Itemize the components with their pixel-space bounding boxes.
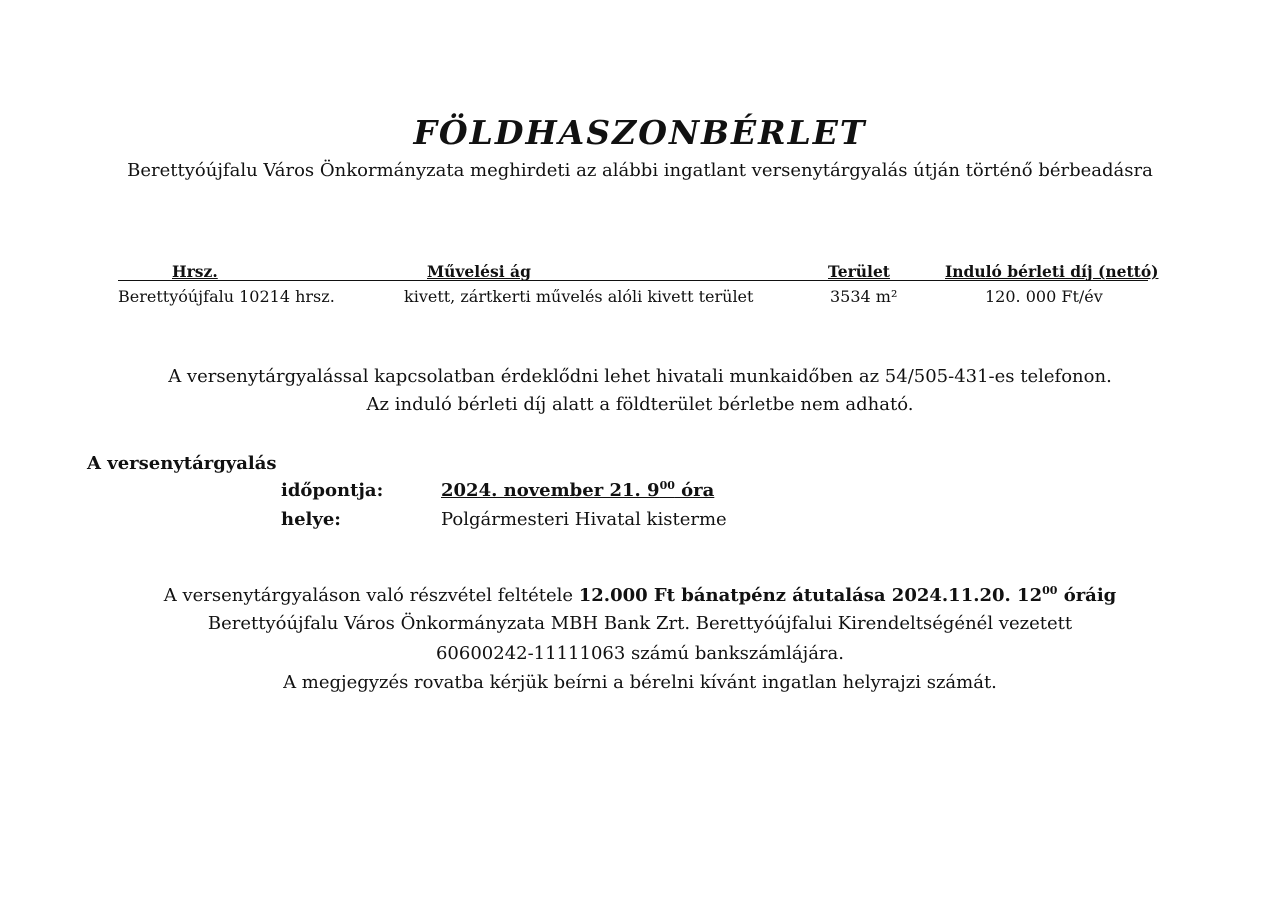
- table-header-berleti-dij: Induló bérleti díj (nettó): [945, 262, 1159, 281]
- table-header-terulet: Terület: [828, 262, 890, 281]
- info-line-minimum: Az induló bérleti díj alatt a földterület bérletbe nem adható.: [366, 394, 914, 415]
- conditions-line-1-sup: 00: [1042, 584, 1058, 597]
- table-header-divider: [118, 280, 1148, 281]
- document-title: FÖLDHASZONBÉRLET: [413, 113, 867, 152]
- conditions-line-1-normal: A versenytárgyaláson való részvétel feltétele: [163, 585, 579, 606]
- conditions-line-3: 60600242-11111063 számú bankszámlájára.: [435, 643, 844, 664]
- auction-time-label: időpontja:: [281, 480, 384, 501]
- auction-place-label: helye:: [281, 509, 341, 530]
- info-line-contact: A versenytárgyalással kapcsolatban érdeklődni lehet hivatali munkaidőben az 54/505-431-es telefonon.: [168, 366, 1112, 387]
- auction-section-label: A versenytárgyalás: [87, 453, 277, 474]
- table-cell-berleti-dij: 120. 000 Ft/év: [985, 287, 1103, 306]
- table-header-hrsz: Hrsz.: [172, 262, 218, 281]
- conditions-line-4: A megjegyzés rovatba kérjük beírni a bérelni kívánt ingatlan helyrajzi számát.: [283, 672, 997, 693]
- auction-time-date: 2024. november 21. 9: [441, 480, 660, 501]
- auction-time-minutes: 00: [659, 479, 675, 492]
- table-cell-hrsz: Berettyóújfalu 10214 hrsz.: [118, 287, 335, 306]
- table-cell-muvelesi-ag: kivett, zártkerti művelés alóli kivett terület: [404, 287, 754, 306]
- conditions-line-1: [0, 585, 1280, 606]
- auction-time-suffix: óra: [674, 480, 715, 501]
- auction-place-value: Polgármesteri Hivatal kisterme: [441, 509, 727, 530]
- conditions-line-1-end: óráig: [1057, 585, 1117, 606]
- conditions-line-1-bold: 12.000 Ft bánatpénz átutalása 2024.11.20. 12: [578, 585, 1043, 606]
- table-cell-terulet: 3534 m²: [830, 287, 898, 306]
- table-header-muvelesi-ag: Művelési ág: [427, 262, 531, 281]
- auction-time-value: [441, 480, 714, 501]
- conditions-line-2: Berettyóújfalu Város Önkormányzata MBH Bank Zrt. Berettyóújfalui Kirendeltségénél vezetett: [207, 613, 1073, 634]
- document-subtitle: Berettyóújfalu Város Önkormányzata meghirdeti az alábbi ingatlant versenytárgyalás útján történő bérbeadásra: [127, 160, 1153, 181]
